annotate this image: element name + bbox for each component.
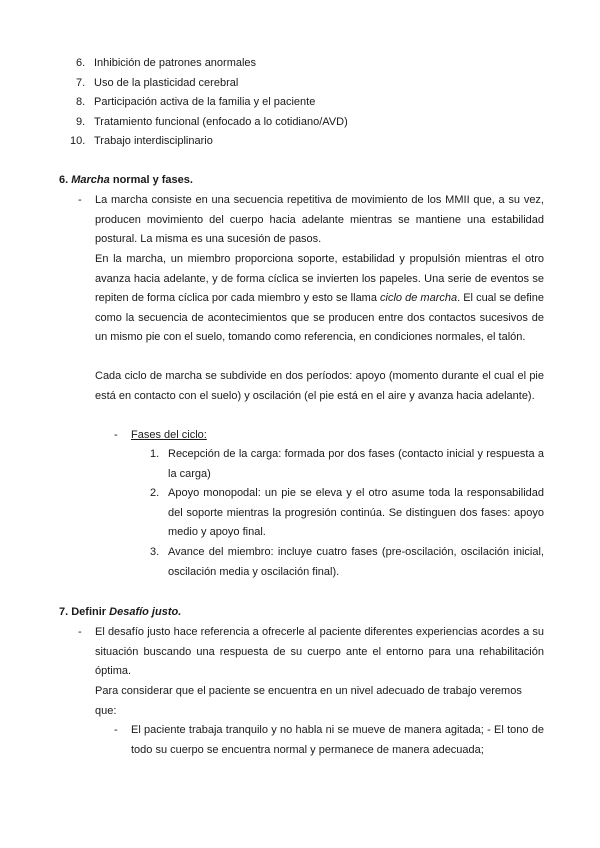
list-number: 6. (76, 57, 86, 69)
marcha-paragraph-2-end: . El cual se define como la secuencia de acontecimientos que se producen entre dos contactos sucesivos de un mismo pie con el suelo, tomando como referencia, en condiciones normales, el talón. (95, 292, 544, 344)
phase-text: Avance del miembro: incluye cuatro fases (pre-oscilación, oscilación inicial, oscilación media y oscilación final). (168, 545, 544, 578)
phase-number: 2. (150, 487, 160, 500)
section-number: 6. (59, 174, 69, 186)
list-item (76, 74, 348, 94)
marcha-paragraph-2-start: En la marcha, un miembro proporciona soporte, estabilidad y propulsión mientras el otro avanza hacia adelante, y de forma cíclica se invierten los papeles. Una serie de eventos se repiten de forma cíclica por cada miembro y esto se llama (95, 253, 544, 305)
section-title-prefix: 7. Definir (59, 606, 107, 618)
list-text: Participación activa de la familia y el paciente (94, 96, 316, 109)
marcha-paragraph-1: La marcha consiste en una secuencia repetitiva de movimiento de los MMII que, a su vez, producen movimiento del cuerpo hacia adelante mientras se mantiene una estabilidad postural. La misma es una sucesión de pasos. (95, 194, 544, 246)
list-item (70, 132, 348, 152)
desafio-bullet: El paciente trabaja tranquilo y no habla ni se mueve de manera agitada; - El tono de todo su cuerpo se encuentra normal y permanece de manera adecuada; (131, 724, 544, 756)
dash-bullet: - (78, 194, 82, 206)
dash-bullet: - (78, 626, 82, 638)
dash-bullet: - (114, 724, 118, 736)
ciclo-de-marcha-term: ciclo de marcha (380, 292, 458, 305)
phases-label: Fases del ciclo: (131, 429, 207, 441)
list-item (76, 54, 348, 74)
phase-text: Recepción de la carga: formada por dos fases (contacto inicial y respuesta a la carga) (168, 448, 544, 480)
phase-item (150, 445, 544, 484)
list-number: 7. (76, 76, 86, 89)
desafio-paragraph-2: Para considerar que el paciente se encuentra en un nivel adecuado de trabajo veremos que: (95, 685, 522, 717)
section-7-heading (59, 604, 181, 620)
section-title-rest: normal y fases. (112, 174, 193, 186)
desafio-paragraph-1: El desafío justo hace referencia a ofrecerle al paciente diferentes experiencias acordes a su situación buscando una respuesta de su cuerpo ante el entorno para una rehabilitación óptima. (95, 626, 544, 678)
dash-bullet: - (114, 429, 118, 441)
marcha-paragraph-3: Cada ciclo de marcha se subdivide en dos períodos: apoyo (momento durante el cual el pie está en contacto con el suelo) y oscilación (el pie está en el aire y avanza hacia adelante). (95, 370, 544, 402)
phases-list (150, 445, 544, 582)
principles-list (70, 54, 348, 152)
list-number: 8. (76, 96, 86, 109)
list-item (76, 93, 348, 113)
list-text: Uso de la plasticidad cerebral (94, 76, 239, 89)
section-6-heading (59, 172, 193, 188)
list-text: Inhibición de patrones anormales (94, 57, 257, 69)
phase-text: Apoyo monopodal: un pie se eleva y el otro asume toda la responsabilidad del soporte mientras la progresión continúa. Se distinguen dos fases: apoyo medio y apoyo final. (168, 487, 544, 539)
phase-number: 1. (150, 448, 160, 460)
list-text: Tratamiento funcional (enfocado a lo cotidiano/AVD) (94, 115, 348, 128)
marcha-paragraph-2 (95, 250, 544, 348)
phase-item (150, 543, 544, 582)
list-number: 9. (76, 115, 86, 128)
phase-number: 3. (150, 545, 160, 558)
list-item (76, 113, 348, 133)
list-number: 10. (70, 135, 86, 148)
phase-item (150, 484, 544, 543)
list-text: Trabajo interdisciplinario (94, 135, 213, 148)
section-title-italic: Marcha (71, 174, 110, 186)
section-title-italic: Desafío justo. (109, 606, 182, 618)
